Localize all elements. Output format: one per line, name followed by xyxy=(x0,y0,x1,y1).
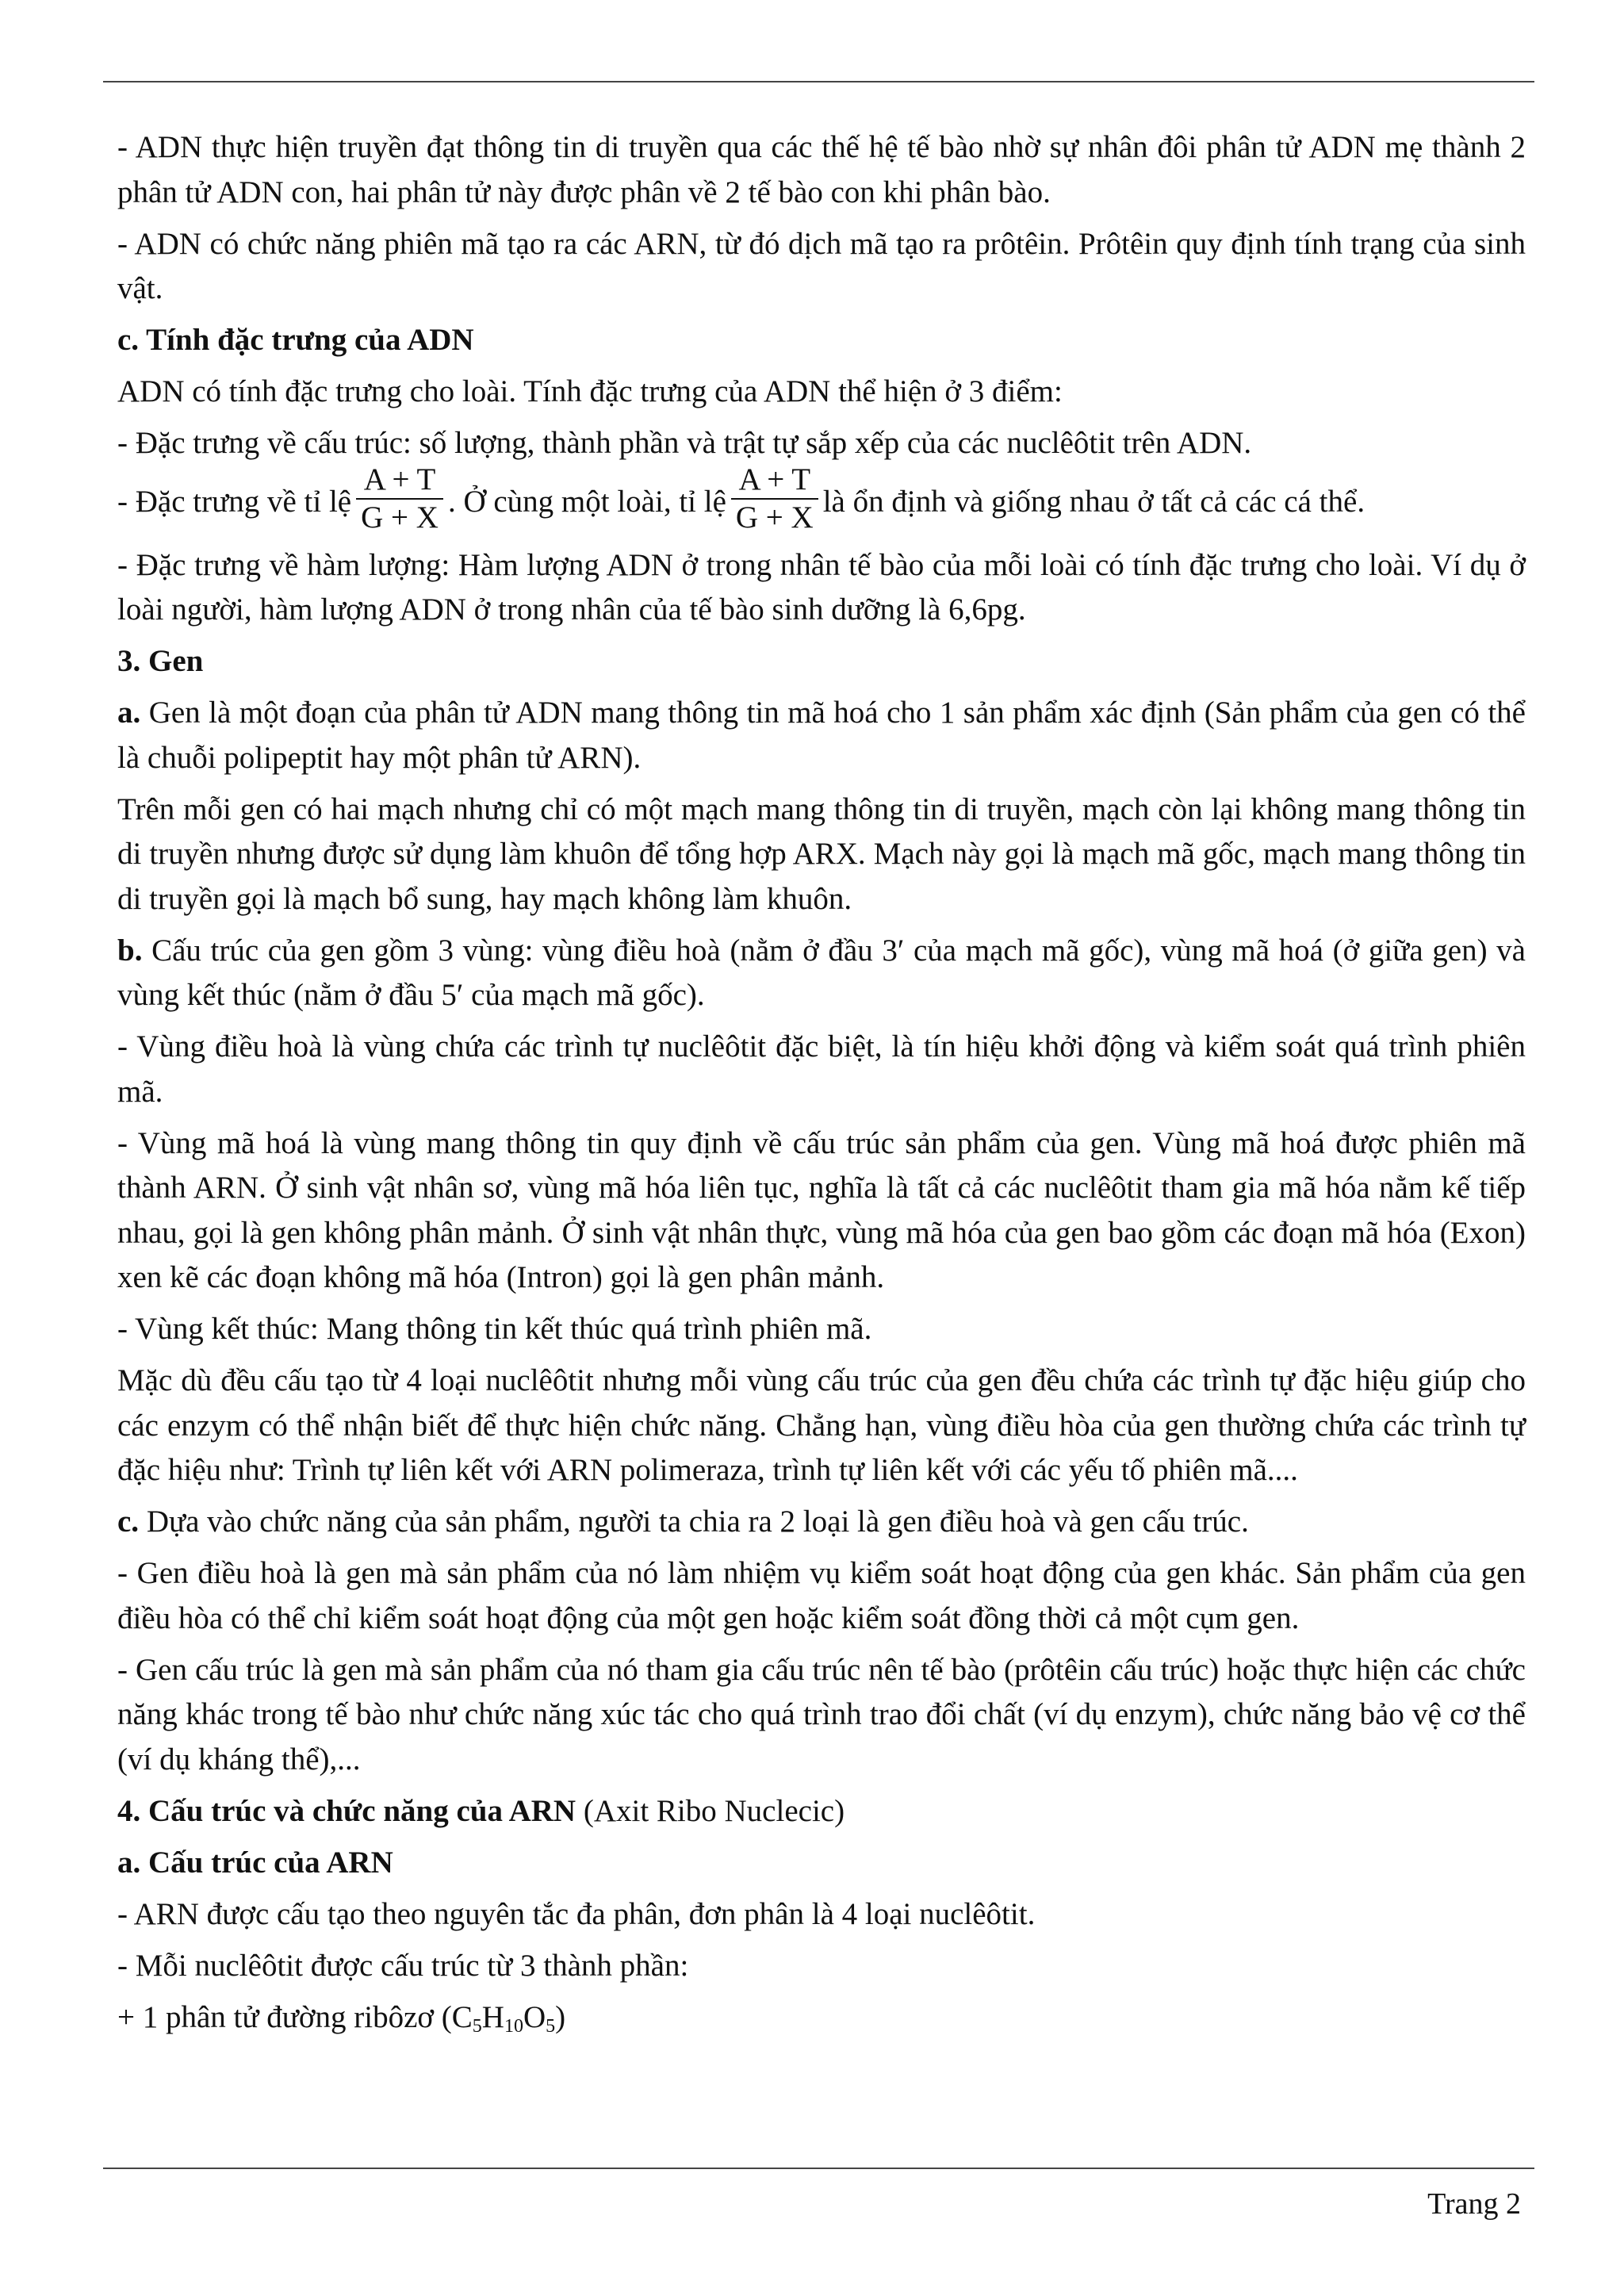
subscript: 5 xyxy=(472,2015,482,2037)
paragraph xyxy=(117,691,1526,780)
section-heading xyxy=(117,1789,1526,1834)
paragraph: - ADN có chức năng phiên mã tạo ra các ARN, từ đó dịch mã tạo ra prôtêin. Prôtêin quy định tính trạng của sinh vật. xyxy=(117,226,1526,305)
footer-rule xyxy=(103,2168,1534,2169)
paragraph: Mặc dù đều cấu tạo từ 4 loại nuclêôtit nhưng mỗi vùng cấu trúc của gen đều chứa các trình tự đặc hiệu giúp cho các enzym có thể nhận biết để thực hiện chức năng. Chẳng hạn, vùng điều hòa của gen thường chứa các trình tự đặc hiệu như: Trình tự liên kết với ARN polimeraza, trình tự liên kết với các yếu tố phiên mã.... xyxy=(117,1363,1526,1487)
paragraph-text: Dựa vào chức năng của sản phẩm, người ta chia ra 2 loại là gen điều hoà và gen cấu trúc. xyxy=(139,1504,1249,1539)
header-rule xyxy=(103,81,1534,82)
fraction-numerator: A + T xyxy=(356,462,443,500)
fraction xyxy=(356,462,443,536)
fraction-numerator: A + T xyxy=(731,462,818,500)
paragraph: - Vùng điều hoà là vùng chứa các trình tự nuclêôtit đặc biệt, là tín hiệu khởi động và kiểm soát quá trình phiên mã. xyxy=(117,1029,1526,1109)
heading-bold: 4. Cấu trúc và chức năng của ARN xyxy=(117,1793,576,1828)
item-label: b. xyxy=(117,933,143,968)
subscript: 5 xyxy=(546,2015,556,2037)
formula-text: O xyxy=(523,1999,546,2034)
ratio-paragraph xyxy=(117,462,1526,536)
paragraph-text: Cấu trúc của gen gồm 3 vùng: vùng điều hoà (nằm ở đầu 3′ của mạch mã gốc), vùng mã hoá (ở giữa gen) và vùng kết thúc (nằm ở đầu 5′ của mạch mã gốc). xyxy=(117,933,1526,1012)
item-label: a. xyxy=(117,696,141,730)
paragraph: - Mỗi nuclêôtit được cấu trúc từ 3 thành phần: xyxy=(117,1948,689,1983)
paragraph: - Đặc trưng về cấu trúc: số lượng, thành phần và trật tự sắp xếp của các nuclêôtit trên ADN. xyxy=(117,426,1252,460)
section-heading: c. Tính đặc trưng của ADN xyxy=(117,323,474,357)
page-number: Trang 2 xyxy=(1427,2187,1521,2221)
section-heading: 3. Gen xyxy=(117,644,204,678)
paragraph-text: Gen là một đoạn của phân tử ADN mang thông tin mã hoá cho 1 sản phẩm xác định (Sản phẩm của gen có thể là chuỗi polipeptit hay một phân tử ARN). xyxy=(117,696,1526,775)
paragraph: - Vùng mã hoá là vùng mang thông tin quy định về cấu trúc sản phẩm của gen. Vùng mã hoá được phiên mã thành ARN. Ở sinh vật nhân sơ, vùng mã hóa liên tục, nghĩa là tất cả các nuclêôtit tham gia mã hóa nằm kế tiếp nhau, gọi là gen không phân mảnh. Ở sinh vật nhân thực, vùng mã hóa của gen bao gồm các đoạn mã hóa (Exon) xen kẽ các đoạn không mã hóa (Intron) gọi là gen phân mảnh. xyxy=(117,1125,1526,1294)
formula-text: H xyxy=(481,1999,504,2034)
formula-text: ) xyxy=(555,1999,566,2034)
section-heading: a. Cấu trúc của ARN xyxy=(117,1845,393,1880)
document-body xyxy=(117,125,1526,2047)
fraction-denominator: G + X xyxy=(735,500,814,535)
ratio-text: là ổn định và giống nhau ở tất cả các cá thể. xyxy=(822,484,1365,519)
paragraph: - Đặc trưng về hàm lượng: Hàm lượng ADN ở trong nhân tế bào của mỗi loài có tính đặc trưng cho loài. Ví dụ ở loài người, hàm lượng ADN ở trong nhân của tế bào sinh dưỡng là 6,6pg. xyxy=(117,547,1526,627)
ratio-text: - Đặc trưng về tỉ lệ xyxy=(117,484,352,519)
paragraph xyxy=(117,1500,1526,1545)
paragraph xyxy=(117,929,1526,1018)
fraction xyxy=(731,462,818,536)
paragraph: - Gen cấu trúc là gen mà sản phẩm của nó tham gia cấu trúc nên tế bào (prôtêin cấu trúc) hoặc thực hiện các chức năng khác trong tế bào như chức năng xúc tác cho quá trình trao đổi chất (ví dụ enzym), chức năng bảo vệ cơ thể (ví dụ kháng thể),... xyxy=(117,1652,1526,1777)
fraction-denominator: G + X xyxy=(361,500,439,535)
formula-text: + 1 phân tử đường ribôzơ (C xyxy=(117,1999,473,2034)
paragraph: ADN có tính đặc trưng cho loài. Tính đặc trưng của ADN thể hiện ở 3 điểm: xyxy=(117,374,1063,408)
paragraph: - ARN được cấu tạo theo nguyên tắc đa phân, đơn phân là 4 loại nuclêôtit. xyxy=(117,1896,1036,1931)
subscript: 10 xyxy=(504,2015,523,2037)
formula-paragraph xyxy=(117,1995,1526,2041)
ratio-text: . Ở cùng một loài, tỉ lệ xyxy=(447,484,726,519)
item-label: c. xyxy=(117,1504,140,1539)
paragraph: - Gen điều hoà là gen mà sản phẩm của nó làm nhiệm vụ kiểm soát hoạt động của gen khác. Sản phẩm của gen điều hòa có thể chỉ kiểm soát hoạt động của một gen hoặc kiểm soát đồng thời cả một cụm gen. xyxy=(117,1556,1526,1635)
paragraph: - ADN thực hiện truyền đạt thông tin di truyền qua các thế hệ tế bào nhờ sự nhân đôi phân tử ADN mẹ thành 2 phân tử ADN con, hai phân tử này được phân về 2 tế bào con khi phân bào. xyxy=(117,130,1526,209)
paragraph: Trên mỗi gen có hai mạch nhưng chỉ có một mạch mang thông tin di truyền, mạch còn lại không mang thông tin di truyền nhưng được sử dụng làm khuôn để tổng hợp ARX. Mạch này gọi là mạch mã gốc, mạch mang thông tin di truyền gọi là mạch bổ sung, hay mạch không làm khuôn. xyxy=(117,792,1526,916)
paragraph: - Vùng kết thúc: Mang thông tin kết thúc quá trình phiên mã. xyxy=(117,1312,872,1346)
heading-rest: (Axit Ribo Nuclecic) xyxy=(576,1793,845,1828)
